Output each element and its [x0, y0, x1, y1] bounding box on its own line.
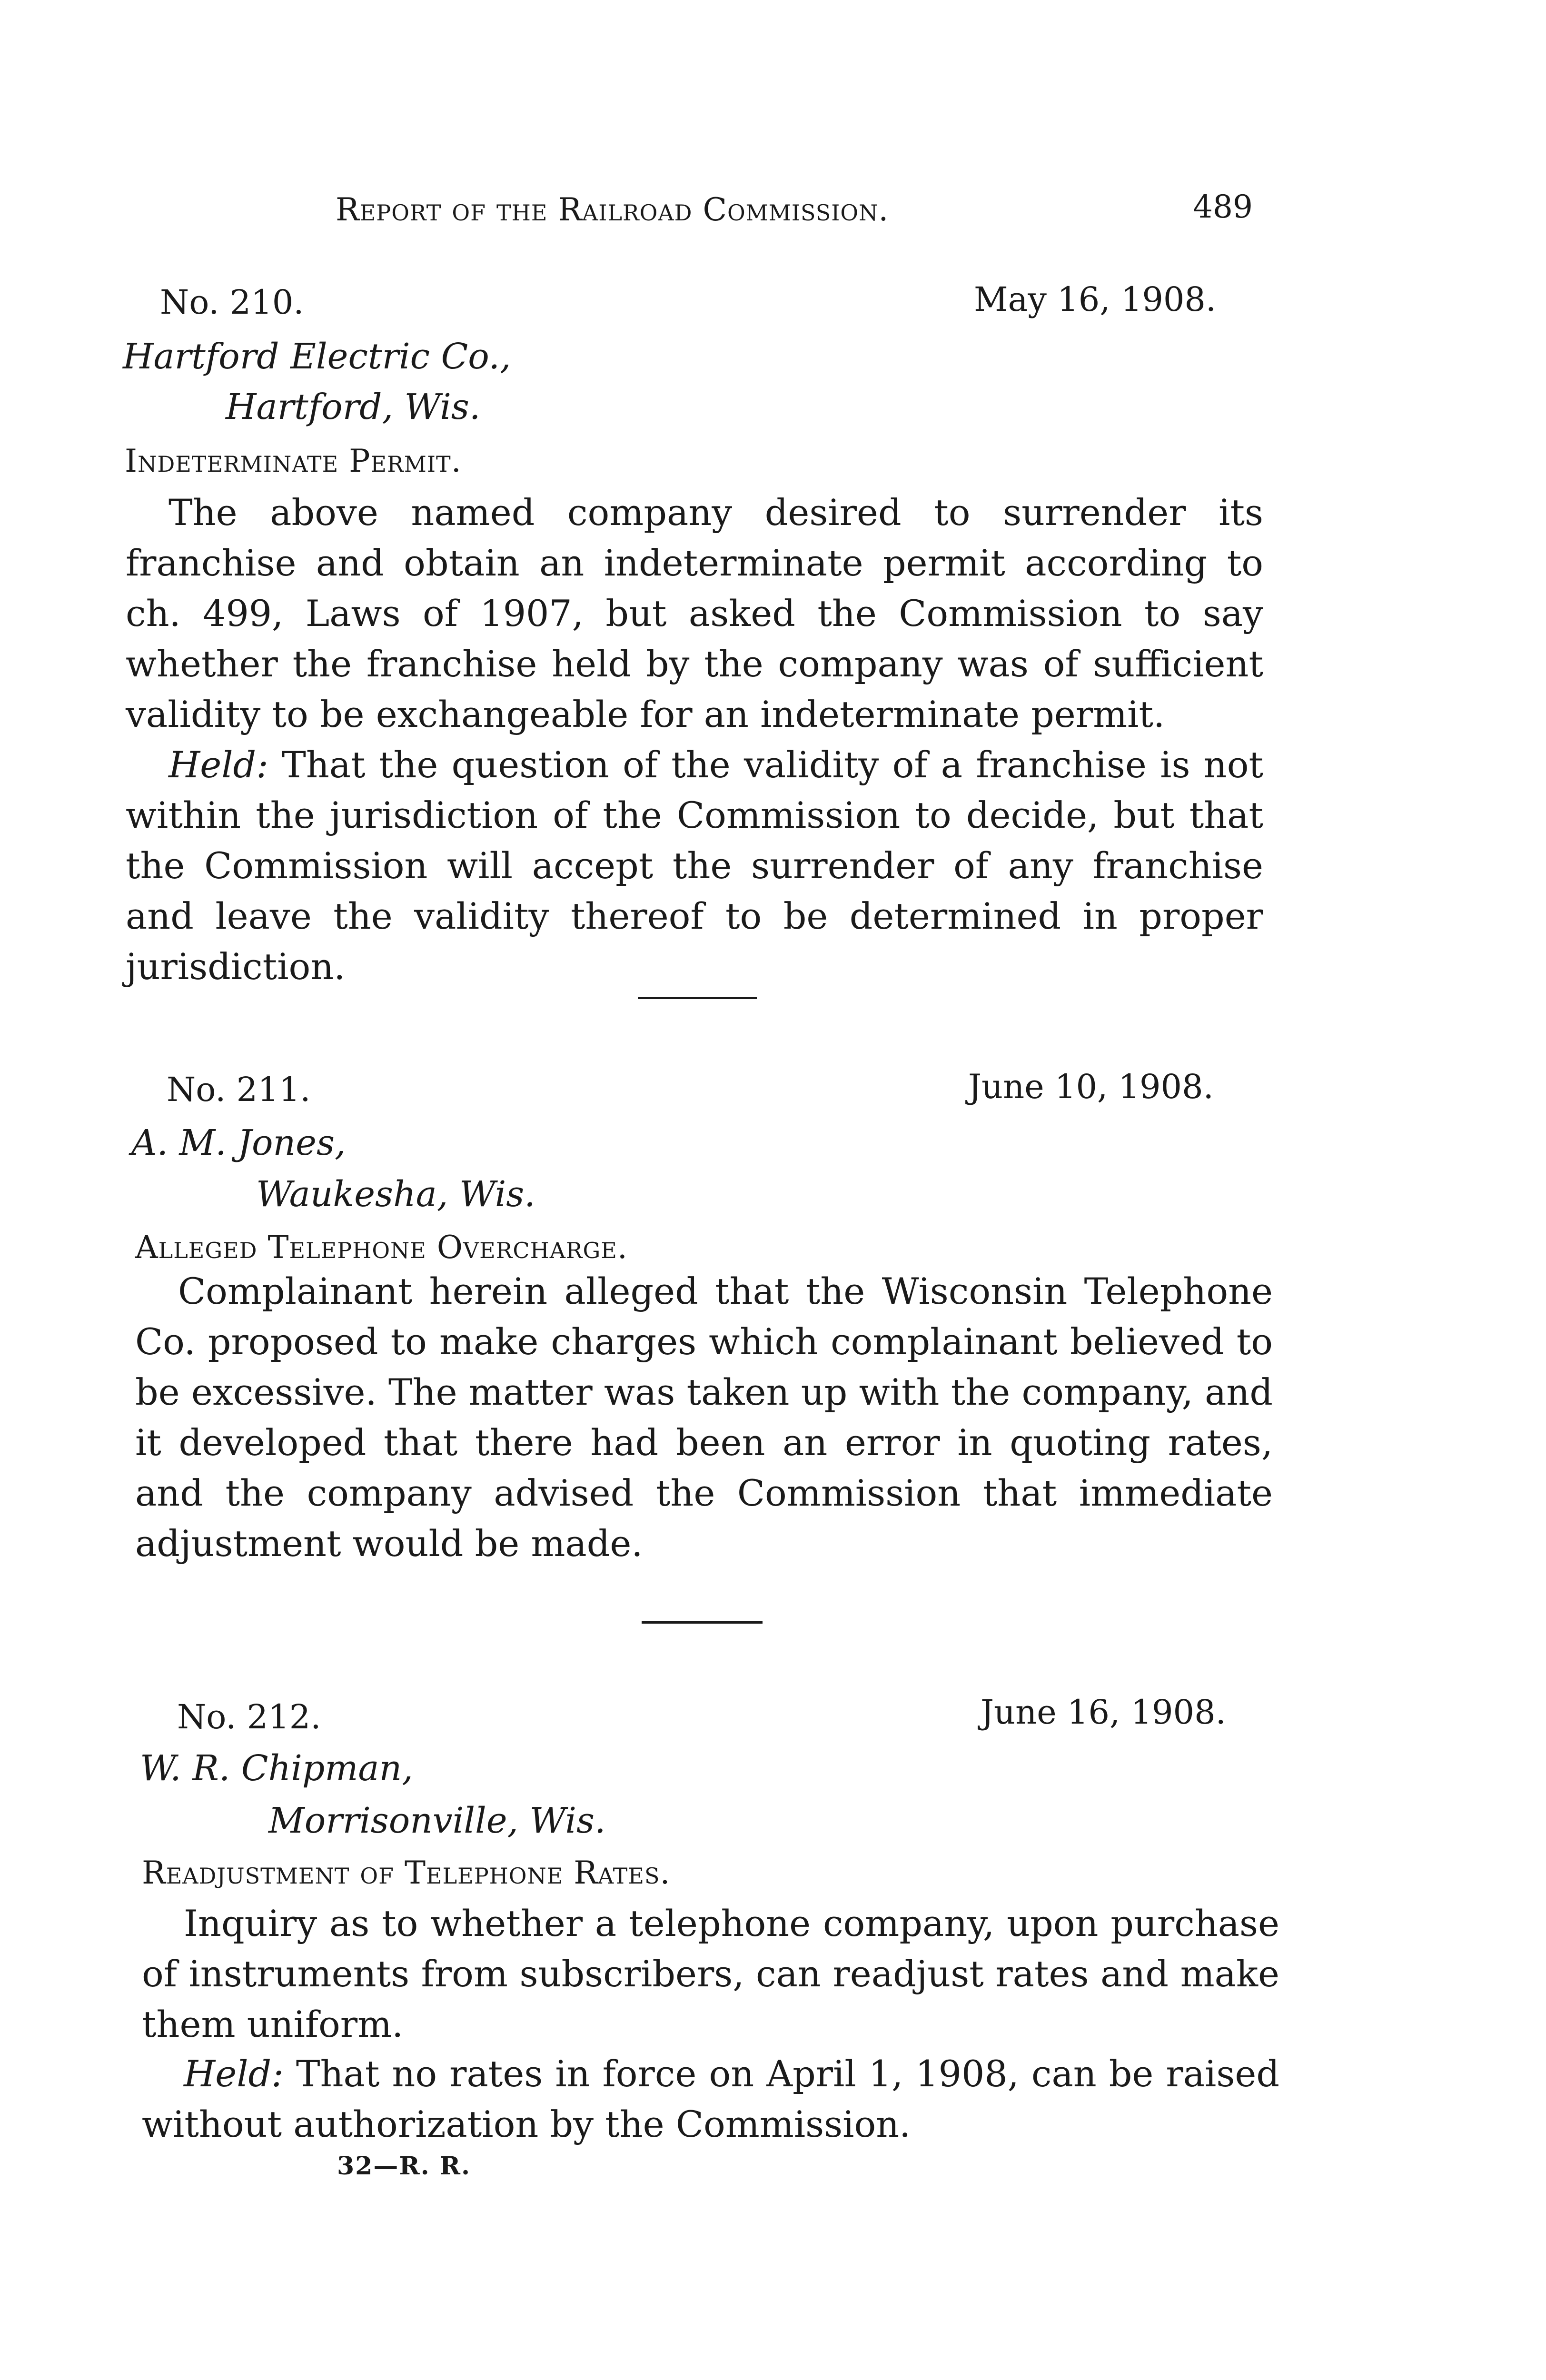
- case-date: June 10, 1908.: [968, 1067, 1214, 1106]
- party-location: Hartford, Wis.: [226, 387, 481, 427]
- case-heading: Readjustment of Telephone Rates.: [142, 1854, 671, 1891]
- case-heading: Indeterminate Permit.: [125, 443, 462, 479]
- paragraph-text: Complainant herein alleged that the Wisconsin Telephone Co. proposed to make charges which complainant believed to be excessive. The matter was taken up with the company, and it developed that there had been an error in quoting rates, and the company advised the Commission that immediate adjustment would be made.: [135, 1270, 1273, 1565]
- party-name: A. M. Jones,: [131, 1122, 346, 1163]
- section-divider: [638, 997, 757, 999]
- case-date: May 16, 1908.: [974, 280, 1217, 319]
- case-number: No. 212.: [177, 1697, 321, 1736]
- held-label: Held:: [184, 2053, 284, 2095]
- party-location: Waukesha, Wis.: [256, 1174, 535, 1215]
- holding-text: That the question of the validity of a franchise is not within the jurisdiction of the Commission to decide, but that the Commission will accept the surrender of any franchise and leave the validity thereof to be determined in proper jurisdiction.: [126, 744, 1263, 988]
- case-number: No. 210.: [160, 283, 304, 322]
- party-name: Hartford Electric Co.,: [123, 336, 511, 377]
- case-holding: [126, 740, 1263, 992]
- running-title: Report of the Railroad Commission.: [336, 191, 889, 228]
- party-location: Morrisonville, Wis.: [268, 1800, 606, 1841]
- case-paragraph: [126, 487, 1263, 740]
- paragraph-text: Inquiry as to whether a telephone company, upon purchase of instruments from subscribers, can readjust rates and make them uniform.: [142, 1902, 1279, 2045]
- section-divider: [642, 1621, 763, 1624]
- paragraph-text: The above named company desired to surrender its franchise and obtain an indeterminate permit according to ch. 499, Laws of 1907, but asked the Commission to say whether the franchise held by the company was of sufficient validity to be exchangeable for an indeterminate permit.: [126, 491, 1263, 735]
- case-holding: [142, 2049, 1279, 2150]
- case-paragraph: [142, 1898, 1279, 2050]
- page-number: 489: [1193, 188, 1253, 225]
- signature-mark: 32—R. R.: [337, 2152, 471, 2181]
- case-number: No. 211.: [167, 1070, 311, 1109]
- held-label: Held:: [168, 744, 268, 786]
- case-heading: Alleged Telephone Overcharge.: [135, 1229, 628, 1266]
- case-paragraph: [135, 1266, 1273, 1569]
- holding-text: That no rates in force on April 1, 1908, can be raised without authorization by the Commission.: [142, 2053, 1279, 2145]
- case-date: June 16, 1908.: [981, 1693, 1226, 1732]
- party-name: W. R. Chipman,: [140, 1748, 413, 1789]
